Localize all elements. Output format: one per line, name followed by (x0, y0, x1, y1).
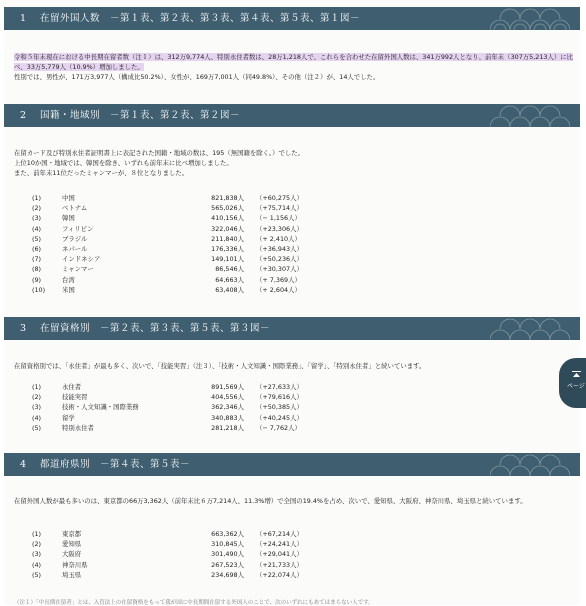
section-3-header (4, 317, 580, 340)
section-1-paragraph-1: 令和５年末現在における中長期在留者数（注１）は、312万9,774人、特別永住者数は、28万1,218人で、これらを合わせた在留外国人数は、341万992人となり、前年末（307万5,213人）に比べ、33万5,779人（10.9%）増加しました。 (14, 53, 574, 71)
footnote: （注１）「中長期在留者」とは、入管法上の在留資格をもって我が国に中長期間在留する外国人のことで、次のいずれにもあてはまらない人です。 (14, 600, 374, 606)
section-title: 国籍・地域別 －第１表、第２表、第２図－ (40, 110, 241, 121)
section-number: 1 (20, 13, 27, 24)
page-top-label: ページ (567, 383, 585, 390)
section-3-paragraph-1: 在留資格別では、「永住者」が最も多く、次いで、「技能実習」（注３）、「技術・人文知識・国際業務」、「留学」、「特別永住者」と続いています。 (14, 362, 426, 370)
section-title: 都道府県別 －第４表、第５表－ (40, 459, 191, 470)
page-top-icon (572, 371, 581, 378)
page-top-button[interactable] (559, 358, 586, 408)
section-2-header (4, 104, 580, 127)
section-2-paragraph-1: 在留カード及び特別永住者証明書上に表記された国籍・地域の数は、195（無国籍を除く。）でした。 (14, 149, 305, 157)
wave-pattern-icon (490, 317, 570, 340)
wave-pattern-icon (490, 7, 570, 30)
section-4-paragraph-1: 在留外国人数が最も多いのは、東京都の66万3,362人（前年末比６万7,214人、11.3%増）で全国の19.4%を占め、次いで、愛知県、大阪府、神奈川県、埼玉県と続いています。 (14, 497, 527, 505)
section-4-header (4, 453, 580, 476)
section-number: 3 (20, 323, 27, 334)
section-title: 在留外国人数 －第１表、第２表、第３表、第４表、第５表、第１図－ (40, 13, 361, 24)
section-number: 2 (20, 110, 27, 121)
section-1-paragraph-2: 性別では、男性が、171万3,977人（構成比50.2%）、女性が、169万7,001人（同49.8%）、その他（注２）が、14人でした。 (14, 73, 380, 81)
wave-pattern-icon (490, 104, 570, 127)
section-title: 在留資格別 －第２表、第３表、第５表、第３図－ (40, 323, 271, 334)
wave-pattern-icon (490, 453, 570, 476)
section-1-header (4, 7, 580, 30)
section-2-paragraph-3: また、前年末11位だったミャンマーが、８位となりました。 (14, 169, 189, 177)
section-number: 4 (20, 459, 27, 470)
section-2-paragraph-2: 上位10か国・地域では、韓国を除き、いずれも前年末に比べ増加しました。 (14, 159, 233, 167)
document-page: 1 在留外国人数 －第１表、第２表、第３表、第４表、第５表、第１図－ 令和５年末現在における中長期在留者数（注１）は、312万9,774人、特別永住者数は、28万1,218人で、これらを合わせた在留外国人数は、341万992人となり、前年末（307万5,213人）に比べ、33万5,779人（10.9%）増加しました。 性別では、男性が、171万3,977人（構成比50.2%）、女性が、169万7,001人（同49.8%）、その他（注２）が、14人でした。 2 国籍・地域別 －第１表、第２表、第２図－ 在留カード及び特別永住者証明書上に表記された国籍・地域の数は、195（無国籍を除く。）でした。 上位10か国・地域では、韓国を除き、いずれも前年末に比べ増加しました。 また、前年末11位だったミャンマーが、８位となりました。 (1) 中国 821,838人 （+60,275人） (2) ベトナム 565,026人 （+75,714人） (3) 韓国 410,156人 （− 1,156人） (4) フィリピン 322,046人 （+23,306人） (5) ブラジル 211,840人 （+ 2,410人） (6) ネパール 176,336人 （+36,943人） (7) インドネシア 149,101人 （+50,236人） (8) ミャンマー 86,546人 （+30,307人） (9) 台湾 64,663人 （+ 7,369人） (10) 米国 63,408人 （+ 2,604人） 3 在留資格別 －第２表、第３表、第５表、第３図－ 在留資格別では、「永住者」が最も多く、次いで、「技能実習」（注３）、「技術・人文知識・国際業務」、「留学」、「特別永住者」と続いています。 (1) 永住者 891,569人 （+27,633人） (2) 技能実習 404,556人 （+79,616人） (3) 技術・人文知識・国際業務 362,346人 （+50,385人） (4) 留学 340,883人 （+40,245人） (5) 特別永住者 281,218人 （− 7,762人） 4 都道府県別 －第４表、第５表－ 在留外国人数が最も多いのは、東京都の66万3,362人（前年末比６万7,214人、11.3%増）で全国の19.4%を占め、次いで、愛知県、大阪府、神奈川県、埼玉県と続いています。 (1) 東京都 663,362人 （+67,214人） (2) 愛知県 310,845人 （+24,241人） (3) 大阪府 301,490人 （+29,041人） (4) 神奈川県 267,523人 （+21,733人） (5) 埼玉県 234,698人 （+22,074人） （注１）「中長期在留者」とは、入管法上の在留資格をもって我が国に中長期間在留する外国人のことで、次のいずれにもあてはまらない人です。 (4, 0, 580, 605)
